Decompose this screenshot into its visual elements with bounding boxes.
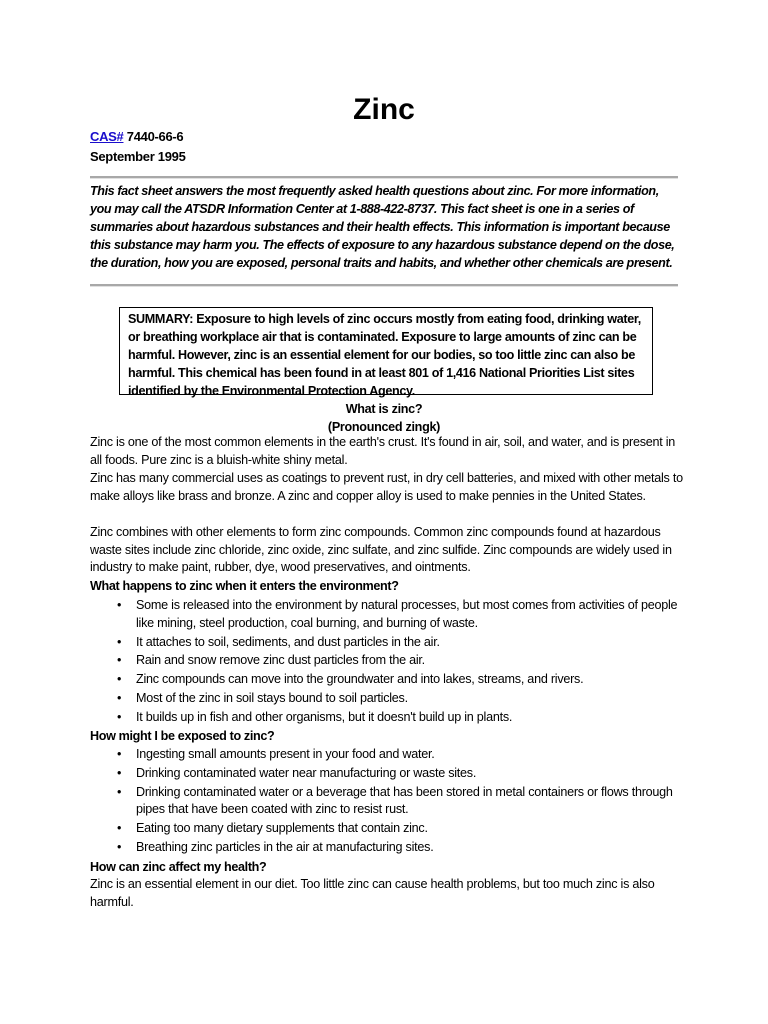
cas-number: 7440-66-6 [126, 129, 184, 144]
exposure-list [90, 746, 680, 858]
bullet-icon: • [117, 690, 122, 705]
bullet-icon: • [117, 839, 122, 854]
environment-list [90, 597, 680, 728]
environment-heading: What happens to zinc when it enters the environment? [90, 579, 399, 593]
list-item: • Ingesting small amounts present in your food and water. [90, 746, 680, 764]
list-item: • Drinking contaminated water or a beverage that has been stored in metal containers or flows through pipes that have been coated with zinc to resist rust. [117, 784, 673, 817]
bullet-icon: • [117, 653, 122, 668]
what-is-paragraph-2: Zinc has many commercial uses as coatings to prevent rust, in dry cell batteries, and mixed with other metals to make alloys like brass and bronze. A zinc and copper alloy is used to make pennies in the United States. [90, 471, 683, 503]
list-item: • Zinc compounds can move into the groundwater and into lakes, streams, and rivers. [90, 671, 680, 689]
list-item: • It builds up in fish and other organisms, but it doesn't build up in plants. [90, 709, 680, 727]
list-item: • Eating too many dietary supplements that contain zinc. [90, 820, 680, 838]
health-paragraph: Zinc is an essential element in our diet. Too little zinc can cause health problems, but too much zinc is also harmful. [90, 877, 655, 909]
what-is-paragraph-3: Zinc combines with other elements to form zinc compounds. Common zinc compounds found at hazardous waste sites include zinc chloride, zinc oxide, zinc sulfate, and zinc sulfide. Zinc compounds are widely used in industry to make paint, rubber, dye, wood preservatives, and ointments. [90, 525, 672, 574]
publication-date: September 1995 [90, 149, 186, 164]
pronunciation-subheading: (Pronounced zingk) [327, 420, 441, 434]
bullet-icon: • [117, 747, 122, 761]
list-item: • Breathing zinc particles in the air at manufacturing sites. [90, 839, 680, 857]
bullet-icon: • [117, 709, 122, 724]
bullet-icon: • [117, 598, 122, 612]
bullet-icon: • [117, 634, 122, 649]
what-is-paragraph-1: Zinc is one of the most common elements in the earth's crust. It's found in air, soil, and water, and is present in all foods. Pure zinc is a bluish-white shiny metal. [90, 435, 676, 467]
page-title: Zinc [353, 93, 415, 126]
list-item: • Some is released into the environment by natural processes, but most comes from activities of people like mining, steel production, coal burning, and burning of waste. [117, 598, 678, 630]
list-item: • Drinking contaminated water near manufacturing or waste sites. [90, 765, 680, 783]
summary-box: SUMMARY: Exposure to high levels of zinc occurs mostly from eating food, drinking water, or breathing workplace air that is contaminated. Exposure to large amounts of zinc can be harmful. However, zinc is an essential element for our bodies, so too little zinc can also be harmful. This chemical has been found in at least 801 of 1,416 National Priorities List sites identified by the Environmental Protection Agency. [119, 307, 653, 395]
top-divider [90, 176, 678, 179]
exposure-heading: How might I be exposed to zinc? [90, 729, 275, 743]
what-is-heading: What is zinc? [345, 402, 423, 416]
cas-link[interactable]: CAS# [90, 129, 124, 144]
intro-paragraph: This fact sheet answers the most frequently asked health questions about zinc. For more information, you may call the ATSDR Information Center at 1-888-422-8737. This fact sheet is one in a series of summaries about hazardous substances and their health effects. This information is important because this substance may harm you. The effects of exposure to any hazardous substance depend on the dose, the duration, how you are exposed, personal traits and habits, and whether other chemicals are present. [90, 184, 675, 270]
health-heading: How can zinc affect my health? [90, 860, 267, 874]
list-item: • Rain and snow remove zinc dust particles from the air. [90, 652, 680, 670]
bullet-icon: • [117, 821, 122, 836]
list-item: • Most of the zinc in soil stays bound to soil particles. [90, 690, 680, 708]
bullet-icon: • [117, 765, 122, 780]
bullet-icon: • [117, 784, 122, 799]
list-item: • It attaches to soil, sediments, and dust particles in the air. [90, 634, 680, 652]
cas-line [90, 128, 183, 146]
bullet-icon: • [117, 672, 122, 687]
intro-divider [90, 284, 678, 287]
